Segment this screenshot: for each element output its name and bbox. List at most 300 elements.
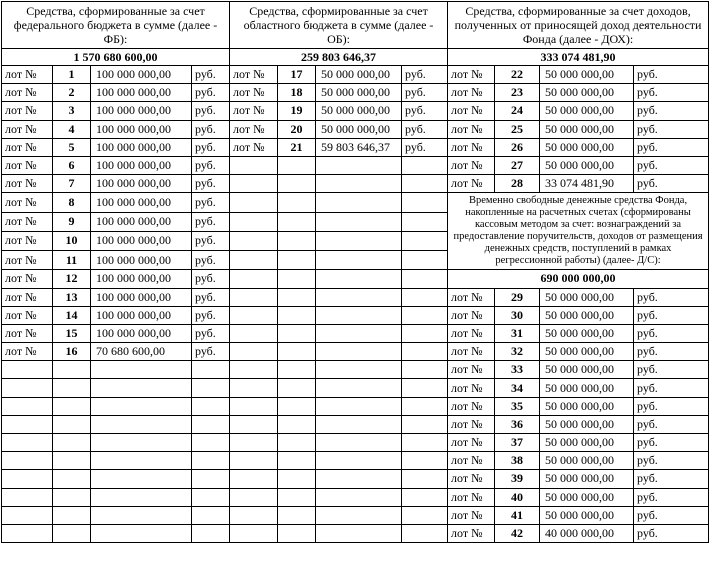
dc-lot-currency: руб. xyxy=(634,324,709,342)
fb-lot-number: 10 xyxy=(53,231,91,250)
ob-lot-number: 18 xyxy=(278,84,316,102)
fb-lot-currency: руб. xyxy=(192,156,230,174)
fb-lot-label: лот № xyxy=(2,324,53,342)
fb-empty-cell xyxy=(53,524,91,542)
fb-lot-number: 7 xyxy=(53,175,91,193)
dc-lot-number: 38 xyxy=(495,452,540,470)
fb-lot-currency: руб. xyxy=(192,231,230,250)
fb-empty-cell xyxy=(91,434,192,452)
ob-empty-cell xyxy=(278,324,316,342)
fb-lot-number: 1 xyxy=(53,66,91,84)
fb-lot-label: лот № xyxy=(2,193,53,212)
lot-row xyxy=(2,434,709,452)
fb-lot-number: 2 xyxy=(53,84,91,102)
fb-lot-amount: 100 000 000,00 xyxy=(91,138,192,156)
lot-row xyxy=(2,488,709,506)
ob-empty-cell xyxy=(316,306,402,324)
dc-lot-number: 32 xyxy=(495,343,540,361)
ob-lot-amount: 50 000 000,00 xyxy=(316,84,402,102)
fb-empty-cell xyxy=(192,397,230,415)
ob-empty-cell xyxy=(402,288,448,306)
dox-lot-currency: руб. xyxy=(634,120,709,138)
ob-lot-label: лот № xyxy=(230,66,278,84)
dox-lot-label: лот № xyxy=(448,138,495,156)
ob-empty-cell xyxy=(316,288,402,306)
dc-lot-amount: 50 000 000,00 xyxy=(540,379,634,397)
ob-empty-cell xyxy=(230,306,278,324)
ob-lot-label: лот № xyxy=(230,120,278,138)
ob-empty-cell xyxy=(402,397,448,415)
fb-empty-cell xyxy=(192,470,230,488)
ob-empty-cell xyxy=(402,379,448,397)
fb-lot-amount: 100 000 000,00 xyxy=(91,66,192,84)
dox-lot-label: лот № xyxy=(448,102,495,120)
fb-empty-cell xyxy=(192,434,230,452)
ob-lot-currency: руб. xyxy=(402,84,448,102)
fb-empty-cell xyxy=(2,361,53,379)
fb-lot-number: 5 xyxy=(53,138,91,156)
ob-lot-amount: 50 000 000,00 xyxy=(316,120,402,138)
fb-lot-label: лот № xyxy=(2,212,53,231)
dox-lot-amount: 50 000 000,00 xyxy=(540,66,634,84)
ob-empty-cell xyxy=(278,524,316,542)
dox-lot-amount: 50 000 000,00 xyxy=(540,84,634,102)
fb-lot-currency: руб. xyxy=(192,138,230,156)
dc-lot-amount: 50 000 000,00 xyxy=(540,361,634,379)
header-row xyxy=(2,2,709,49)
fb-total: 1 570 680 600,00 xyxy=(2,49,230,66)
ob-empty-cell xyxy=(316,324,402,342)
fb-empty-cell xyxy=(192,379,230,397)
lot-row xyxy=(2,66,709,84)
fb-lot-currency: руб. xyxy=(192,212,230,231)
ob-empty-cell xyxy=(278,343,316,361)
fb-lot-amount: 100 000 000,00 xyxy=(91,251,192,270)
ob-header: Средства, сформированные за счет областного бюджета в сумме (далее - ОБ): xyxy=(230,2,448,49)
dc-lot-label: лот № xyxy=(448,361,495,379)
ob-empty-cell xyxy=(402,488,448,506)
fb-lot-number: 15 xyxy=(53,324,91,342)
ob-empty-cell xyxy=(316,251,402,270)
fb-lot-label: лот № xyxy=(2,306,53,324)
fb-empty-cell xyxy=(2,524,53,542)
dox-lot-number: 24 xyxy=(495,102,540,120)
ob-empty-cell xyxy=(230,488,278,506)
ob-lot-currency: руб. xyxy=(402,120,448,138)
ob-lot-label: лот № xyxy=(230,138,278,156)
fb-lot-currency: руб. xyxy=(192,324,230,342)
dox-lot-number: 27 xyxy=(495,156,540,174)
dox-lot-amount: 50 000 000,00 xyxy=(540,156,634,174)
fb-lot-label: лот № xyxy=(2,138,53,156)
ob-empty-cell xyxy=(402,452,448,470)
lot-row xyxy=(2,270,709,288)
fb-lot-label: лот № xyxy=(2,175,53,193)
dox-lot-amount: 50 000 000,00 xyxy=(540,102,634,120)
ob-empty-cell xyxy=(402,270,448,288)
ob-empty-cell xyxy=(316,470,402,488)
dox-lot-currency: руб. xyxy=(634,175,709,193)
dc-lot-number: 35 xyxy=(495,397,540,415)
dox-lot-label: лот № xyxy=(448,156,495,174)
fb-lot-currency: руб. xyxy=(192,343,230,361)
fb-lot-currency: руб. xyxy=(192,120,230,138)
ob-empty-cell xyxy=(316,488,402,506)
fb-lot-currency: руб. xyxy=(192,175,230,193)
dc-lot-currency: руб. xyxy=(634,397,709,415)
ob-lot-number: 19 xyxy=(278,102,316,120)
dc-lot-currency: руб. xyxy=(634,434,709,452)
ob-lot-label: лот № xyxy=(230,102,278,120)
fb-empty-cell xyxy=(91,524,192,542)
fb-empty-cell xyxy=(91,506,192,524)
fb-lot-amount: 100 000 000,00 xyxy=(91,102,192,120)
fb-lot-amount: 100 000 000,00 xyxy=(91,288,192,306)
dc-description: Временно свободные денежные средства Фонда, накопленные на расчетных счетах (сформированы кассовым методом за счет: вознаграждений за предоставление поручительств, доходов от размещения денежных средств, поступлений в рамках регрессионной работы) (далее- Д/С): xyxy=(448,193,709,270)
dc-lot-number: 39 xyxy=(495,470,540,488)
ob-empty-cell xyxy=(278,470,316,488)
lot-row xyxy=(2,193,709,212)
fb-empty-cell xyxy=(91,397,192,415)
dox-lot-currency: руб. xyxy=(634,138,709,156)
ob-empty-cell xyxy=(230,506,278,524)
ob-empty-cell xyxy=(402,434,448,452)
dc-lot-label: лот № xyxy=(448,524,495,542)
fb-lot-label: лот № xyxy=(2,156,53,174)
dc-lot-number: 41 xyxy=(495,506,540,524)
fb-lot-number: 4 xyxy=(53,120,91,138)
fb-lot-label: лот № xyxy=(2,270,53,288)
fb-empty-cell xyxy=(53,506,91,524)
fb-lot-number: 12 xyxy=(53,270,91,288)
ob-lot-amount: 59 803 646,37 xyxy=(316,138,402,156)
ob-empty-cell xyxy=(230,397,278,415)
ob-empty-cell xyxy=(278,175,316,193)
fb-lot-currency: руб. xyxy=(192,66,230,84)
ob-empty-cell xyxy=(316,506,402,524)
ob-empty-cell xyxy=(402,470,448,488)
dc-lot-number: 31 xyxy=(495,324,540,342)
fb-lot-label: лот № xyxy=(2,102,53,120)
dc-lot-number: 40 xyxy=(495,488,540,506)
ob-empty-cell xyxy=(316,175,402,193)
ob-empty-cell xyxy=(278,415,316,433)
fb-empty-cell xyxy=(53,470,91,488)
fb-lot-amount: 100 000 000,00 xyxy=(91,231,192,250)
dox-header: Средства, сформированные за счет доходов, полученных от приносящей доход деятельности Фонда (далее - ДОХ): xyxy=(448,2,709,49)
dc-lot-label: лот № xyxy=(448,506,495,524)
dc-lot-amount: 50 000 000,00 xyxy=(540,434,634,452)
fb-lot-amount: 100 000 000,00 xyxy=(91,120,192,138)
dc-lot-currency: руб. xyxy=(634,506,709,524)
dox-total: 333 074 481,90 xyxy=(448,49,709,66)
dc-lot-number: 30 xyxy=(495,306,540,324)
fb-lot-amount: 100 000 000,00 xyxy=(91,270,192,288)
ob-empty-cell xyxy=(230,324,278,342)
fb-lot-label: лот № xyxy=(2,231,53,250)
ob-empty-cell xyxy=(402,524,448,542)
dox-lot-label: лот № xyxy=(448,84,495,102)
ob-empty-cell xyxy=(316,231,402,250)
dox-lot-currency: руб. xyxy=(634,84,709,102)
fb-lot-amount: 100 000 000,00 xyxy=(91,324,192,342)
dc-lot-amount: 50 000 000,00 xyxy=(540,324,634,342)
fb-lot-number: 16 xyxy=(53,343,91,361)
ob-empty-cell xyxy=(230,452,278,470)
fb-lot-number: 3 xyxy=(53,102,91,120)
ob-empty-cell xyxy=(230,193,278,212)
lot-row xyxy=(2,288,709,306)
fb-empty-cell xyxy=(192,506,230,524)
dc-lot-currency: руб. xyxy=(634,306,709,324)
fb-lot-number: 9 xyxy=(53,212,91,231)
dc-total: 690 000 000,00 xyxy=(448,270,709,288)
dc-lot-currency: руб. xyxy=(634,288,709,306)
fb-empty-cell xyxy=(192,488,230,506)
lot-row xyxy=(2,324,709,342)
ob-lot-currency: руб. xyxy=(402,138,448,156)
ob-empty-cell xyxy=(278,434,316,452)
dc-lot-number: 33 xyxy=(495,361,540,379)
fb-lot-currency: руб. xyxy=(192,193,230,212)
dox-lot-number: 22 xyxy=(495,66,540,84)
ob-empty-cell xyxy=(278,361,316,379)
dc-lot-label: лот № xyxy=(448,397,495,415)
ob-empty-cell xyxy=(230,175,278,193)
fb-empty-cell xyxy=(192,524,230,542)
lot-row xyxy=(2,506,709,524)
dox-lot-currency: руб. xyxy=(634,66,709,84)
dc-lot-number: 42 xyxy=(495,524,540,542)
fb-lot-amount: 100 000 000,00 xyxy=(91,212,192,231)
lot-row xyxy=(2,343,709,361)
dc-lot-amount: 50 000 000,00 xyxy=(540,452,634,470)
ob-empty-cell xyxy=(230,434,278,452)
ob-lot-number: 20 xyxy=(278,120,316,138)
ob-empty-cell xyxy=(402,251,448,270)
ob-empty-cell xyxy=(230,156,278,174)
lot-row xyxy=(2,156,709,174)
fb-empty-cell xyxy=(91,488,192,506)
dc-lot-label: лот № xyxy=(448,434,495,452)
fb-lot-amount: 100 000 000,00 xyxy=(91,156,192,174)
ob-empty-cell xyxy=(402,343,448,361)
fb-lot-label: лот № xyxy=(2,251,53,270)
fb-lot-number: 11 xyxy=(53,251,91,270)
lot-row xyxy=(2,138,709,156)
dc-lot-amount: 50 000 000,00 xyxy=(540,343,634,361)
fb-empty-cell xyxy=(2,379,53,397)
ob-lot-label: лот № xyxy=(230,84,278,102)
fb-lot-currency: руб. xyxy=(192,288,230,306)
dox-lot-number: 28 xyxy=(495,175,540,193)
ob-empty-cell xyxy=(316,397,402,415)
dc-lot-amount: 40 000 000,00 xyxy=(540,524,634,542)
lot-row xyxy=(2,379,709,397)
fb-lot-label: лот № xyxy=(2,288,53,306)
dox-lot-label: лот № xyxy=(448,120,495,138)
dox-lot-currency: руб. xyxy=(634,102,709,120)
dox-lot-amount: 33 074 481,90 xyxy=(540,175,634,193)
fb-empty-cell xyxy=(192,415,230,433)
ob-empty-cell xyxy=(278,306,316,324)
lot-row xyxy=(2,452,709,470)
lot-row xyxy=(2,175,709,193)
dc-lot-amount: 50 000 000,00 xyxy=(540,397,634,415)
fb-lot-number: 13 xyxy=(53,288,91,306)
ob-lot-amount: 50 000 000,00 xyxy=(316,66,402,84)
fb-empty-cell xyxy=(2,397,53,415)
dc-lot-amount: 50 000 000,00 xyxy=(540,288,634,306)
fb-empty-cell xyxy=(53,415,91,433)
lot-row xyxy=(2,470,709,488)
ob-empty-cell xyxy=(278,506,316,524)
ob-empty-cell xyxy=(230,361,278,379)
lot-row xyxy=(2,415,709,433)
dc-lot-label: лот № xyxy=(448,343,495,361)
fb-lot-label: лот № xyxy=(2,343,53,361)
ob-empty-cell xyxy=(316,452,402,470)
ob-empty-cell xyxy=(316,212,402,231)
ob-empty-cell xyxy=(230,231,278,250)
fb-lot-number: 8 xyxy=(53,193,91,212)
fb-empty-cell xyxy=(53,397,91,415)
fb-empty-cell xyxy=(2,452,53,470)
fb-lot-amount: 100 000 000,00 xyxy=(91,193,192,212)
dc-lot-label: лот № xyxy=(448,470,495,488)
ob-empty-cell xyxy=(402,156,448,174)
ob-empty-cell xyxy=(278,397,316,415)
ob-lot-currency: руб. xyxy=(402,102,448,120)
dc-lot-currency: руб. xyxy=(634,470,709,488)
fb-lot-number: 6 xyxy=(53,156,91,174)
dc-lot-amount: 50 000 000,00 xyxy=(540,415,634,433)
lot-row xyxy=(2,306,709,324)
ob-empty-cell xyxy=(402,324,448,342)
dox-lot-amount: 50 000 000,00 xyxy=(540,120,634,138)
fb-lot-label: лот № xyxy=(2,84,53,102)
fb-empty-cell xyxy=(2,434,53,452)
dc-lot-label: лот № xyxy=(448,324,495,342)
fb-empty-cell xyxy=(53,452,91,470)
ob-empty-cell xyxy=(278,156,316,174)
fb-header: Средства, сформированные за счет федерального бюджета в сумме (далее - ФБ): xyxy=(2,2,230,49)
fb-lot-currency: руб. xyxy=(192,84,230,102)
dc-lot-currency: руб. xyxy=(634,488,709,506)
fb-empty-cell xyxy=(53,488,91,506)
ob-empty-cell xyxy=(316,343,402,361)
fb-empty-cell xyxy=(91,470,192,488)
ob-empty-cell xyxy=(230,343,278,361)
ob-empty-cell xyxy=(402,506,448,524)
lot-row xyxy=(2,120,709,138)
ob-empty-cell xyxy=(402,306,448,324)
fb-empty-cell xyxy=(91,361,192,379)
ob-empty-cell xyxy=(316,415,402,433)
fb-lot-amount: 70 680 600,00 xyxy=(91,343,192,361)
ob-empty-cell xyxy=(230,288,278,306)
dc-lot-label: лот № xyxy=(448,379,495,397)
ob-empty-cell xyxy=(402,231,448,250)
dox-lot-number: 25 xyxy=(495,120,540,138)
dc-lot-amount: 50 000 000,00 xyxy=(540,306,634,324)
lots-table xyxy=(1,1,709,543)
ob-empty-cell xyxy=(316,524,402,542)
lot-row xyxy=(2,84,709,102)
ob-empty-cell xyxy=(402,415,448,433)
lot-row xyxy=(2,524,709,542)
fb-lot-label: лот № xyxy=(2,120,53,138)
fb-empty-cell xyxy=(91,379,192,397)
fb-empty-cell xyxy=(91,415,192,433)
ob-empty-cell xyxy=(230,212,278,231)
lot-row xyxy=(2,397,709,415)
fb-empty-cell xyxy=(2,470,53,488)
dc-lot-label: лот № xyxy=(448,306,495,324)
fb-empty-cell xyxy=(2,415,53,433)
ob-lot-number: 21 xyxy=(278,138,316,156)
fb-empty-cell xyxy=(192,361,230,379)
ob-empty-cell xyxy=(278,251,316,270)
ob-empty-cell xyxy=(402,193,448,212)
dc-lot-number: 37 xyxy=(495,434,540,452)
fb-empty-cell xyxy=(53,434,91,452)
lots-table-body xyxy=(2,2,709,543)
ob-empty-cell xyxy=(230,470,278,488)
fb-empty-cell xyxy=(53,379,91,397)
ob-empty-cell xyxy=(278,193,316,212)
ob-empty-cell xyxy=(278,379,316,397)
ob-empty-cell xyxy=(316,193,402,212)
fb-empty-cell xyxy=(192,452,230,470)
ob-lot-amount: 50 000 000,00 xyxy=(316,102,402,120)
ob-empty-cell xyxy=(278,288,316,306)
dc-lot-currency: руб. xyxy=(634,452,709,470)
fb-empty-cell xyxy=(2,488,53,506)
dc-lot-amount: 50 000 000,00 xyxy=(540,470,634,488)
fb-lot-number: 14 xyxy=(53,306,91,324)
dc-lot-amount: 50 000 000,00 xyxy=(540,506,634,524)
ob-empty-cell xyxy=(316,156,402,174)
ob-lot-currency: руб. xyxy=(402,66,448,84)
fb-lot-amount: 100 000 000,00 xyxy=(91,175,192,193)
dc-lot-label: лот № xyxy=(448,415,495,433)
fb-lot-amount: 100 000 000,00 xyxy=(91,84,192,102)
ob-empty-cell xyxy=(402,175,448,193)
lot-row xyxy=(2,361,709,379)
ob-empty-cell xyxy=(230,270,278,288)
fb-empty-cell xyxy=(2,506,53,524)
dc-lot-currency: руб. xyxy=(634,361,709,379)
dc-lot-number: 29 xyxy=(495,288,540,306)
dox-lot-currency: руб. xyxy=(634,156,709,174)
fb-lot-currency: руб. xyxy=(192,306,230,324)
dc-lot-currency: руб. xyxy=(634,415,709,433)
ob-empty-cell xyxy=(278,231,316,250)
ob-empty-cell xyxy=(230,524,278,542)
ob-empty-cell xyxy=(230,251,278,270)
dc-lot-currency: руб. xyxy=(634,379,709,397)
dc-lot-amount: 50 000 000,00 xyxy=(540,488,634,506)
ob-empty-cell xyxy=(402,212,448,231)
dc-lot-currency: руб. xyxy=(634,524,709,542)
ob-lot-number: 17 xyxy=(278,66,316,84)
fb-empty-cell xyxy=(53,361,91,379)
fb-empty-cell xyxy=(91,452,192,470)
dc-lot-label: лот № xyxy=(448,488,495,506)
ob-empty-cell xyxy=(316,434,402,452)
ob-empty-cell xyxy=(278,488,316,506)
